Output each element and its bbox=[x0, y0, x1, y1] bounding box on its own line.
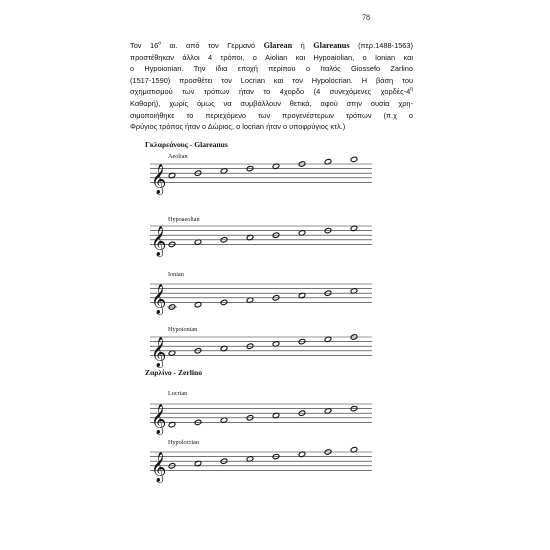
staff-lines bbox=[150, 222, 372, 256]
name-glarean: Glarean bbox=[263, 41, 293, 50]
treble-clef-icon: 𝄞 bbox=[151, 164, 167, 195]
treble-clef-icon: 𝄞 bbox=[151, 284, 167, 315]
page-number: 78 bbox=[362, 13, 370, 22]
staff-lines bbox=[150, 448, 372, 482]
paragraph-line: Τον $16^o$ αι. από τον Γερμανό Glarean ή Glareanus (περ.1488-1563) bbox=[130, 40, 413, 50]
staff-hypolocrian bbox=[150, 439, 372, 483]
treble-clef-icon: 𝄞 bbox=[151, 337, 167, 368]
paragraph-line: (1517-1590) προσθέτει τον Locrian και τον Hypolocrian. Η βάση του bbox=[130, 75, 413, 85]
section-heading-glareanus: Γκλαρεάνους - Glareanus bbox=[145, 140, 228, 149]
paragraph-line: προστέθηκαν άλλοι 4 τρόποι, ο Aiolian και Hypoaiolian, ο Ionian και bbox=[130, 52, 413, 62]
paragraph-line: ο Hypoionian. Την ίδια εποχή περίπου ο Ιταλός Giossefo Zarlino bbox=[130, 64, 413, 74]
staff-lines bbox=[150, 280, 372, 314]
staff-label: Aeolian bbox=[168, 153, 188, 160]
staff-locrian bbox=[150, 390, 372, 435]
section-heading-zerlino: Ζαρλίνο - Zerlino bbox=[145, 368, 203, 377]
treble-clef-icon: 𝄞 bbox=[151, 452, 167, 483]
staff-label: Ionian bbox=[168, 271, 184, 278]
staff-label: Hypoionian bbox=[168, 326, 198, 333]
staff-label: Hypoaeolian bbox=[168, 216, 200, 223]
body-paragraph bbox=[130, 40, 413, 133]
staff-label: Locrian bbox=[168, 390, 188, 397]
treble-clef-icon: 𝄞 bbox=[151, 226, 167, 257]
staff-lines bbox=[150, 333, 372, 367]
staff-hypoionian bbox=[150, 326, 372, 368]
whole-note bbox=[350, 156, 358, 162]
paragraph-line: Καθαρή), χωρίς όμως να συμβάλλουν θετικά, αφού στην ουσία χρη- bbox=[130, 98, 413, 108]
paragraph-line: σιμοποιήθηκε το περιεχόμενο των προγενέστερων τρόπων (π.χ ο bbox=[130, 110, 413, 120]
paragraph-line: σχηματισμού των τρόπων ήταν το 4χορδο (4 συνεχόμενες χορδές-$4^\eta$ bbox=[130, 86, 413, 97]
staff-ionian bbox=[150, 271, 372, 315]
staff-aeolian bbox=[150, 153, 372, 195]
name-glareanus: Glareanus bbox=[313, 41, 350, 50]
staff-label: Hypolocrian bbox=[168, 439, 199, 446]
staff-hypoaeolian bbox=[150, 216, 372, 257]
staff-lines bbox=[150, 400, 372, 434]
treble-clef-icon: 𝄞 bbox=[151, 404, 167, 435]
paragraph-line: Φρύγιος τρόπος ήταν ο Δώριος, ο locrian ήταν ο υποφρύγιος κτλ.) bbox=[130, 122, 346, 132]
staff-lines bbox=[150, 160, 372, 194]
